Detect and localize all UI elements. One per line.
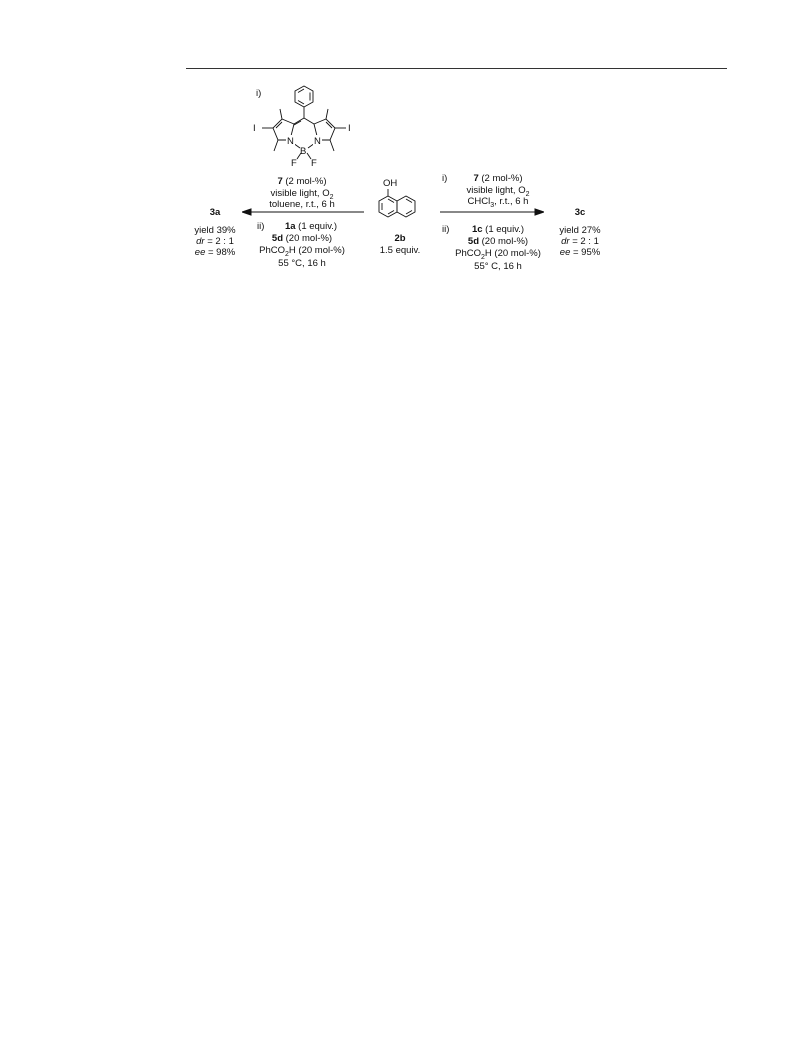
left-reaction-arrow	[242, 207, 364, 217]
product-3a-yield: yield 39%	[194, 225, 236, 236]
boron-atom: B	[300, 146, 307, 157]
nitrogen-left-atom: N	[287, 136, 294, 147]
reagent-2b-amount: 1.5 equiv.	[379, 245, 421, 256]
left-substrate-line: 1a (1 equiv.)	[284, 221, 338, 232]
product-3c-yield: yield 27%	[559, 225, 601, 236]
left-organocatalyst-line: 5d (20 mol-%)	[271, 233, 333, 244]
nitrogen-right-atom: N	[314, 136, 321, 147]
left-step-ii-label: ii)	[257, 221, 265, 232]
left-acid-line: PhCO$_2$H (20 mol-%)	[259, 245, 345, 258]
fluorine-right-atom: F	[311, 158, 317, 169]
left-condition-line1: 7 (2 mol-%)	[277, 176, 327, 187]
left-condition-line2: visible light, $O_2$	[270, 188, 334, 201]
left-temperature-line: 55 °C, 16 h	[278, 258, 326, 269]
product-3a-label: 3a	[209, 207, 221, 218]
right-step-i-label: i)	[442, 173, 448, 184]
right-condition-line3: CHCl$_3$, r.t., 6 h	[467, 196, 529, 209]
iodine-right-atom: I	[348, 123, 351, 134]
product-3a-dr: dr = 2 : 1	[196, 236, 234, 247]
step-i-label-left: i)	[256, 88, 262, 99]
right-substrate-line: 1c (1 equiv.)	[471, 224, 525, 235]
reagent-2b-label: 2b	[394, 233, 406, 244]
product-3a-ee: ee = 98%	[194, 247, 236, 258]
product-3c-dr: dr = 2 : 1	[561, 236, 599, 247]
header-rule	[186, 68, 727, 69]
fluorine-left-atom: F	[291, 158, 297, 169]
right-acid-line: PhCO$_2$H (20 mol-%)	[455, 248, 541, 261]
right-temperature-line: 55° C, 16 h	[474, 261, 522, 272]
right-step-ii-label: ii)	[442, 224, 450, 235]
product-3c-ee: ee = 95%	[559, 247, 601, 258]
right-condition-line2: visible light, $O_2$	[466, 185, 530, 198]
left-condition-line3: toluene, r.t., 6 h	[269, 199, 335, 210]
naphthol-2b-structure	[366, 175, 426, 231]
iodine-left-atom: I	[253, 123, 256, 134]
right-reaction-arrow	[440, 207, 544, 217]
right-condition-line1: 7 (2 mol-%)	[473, 173, 523, 184]
product-3c-label: 3c	[574, 207, 586, 218]
hydroxyl-label: OH	[383, 178, 398, 189]
catalyst-7-structure	[240, 80, 370, 176]
right-organocatalyst-line: 5d (20 mol-%)	[467, 236, 529, 247]
